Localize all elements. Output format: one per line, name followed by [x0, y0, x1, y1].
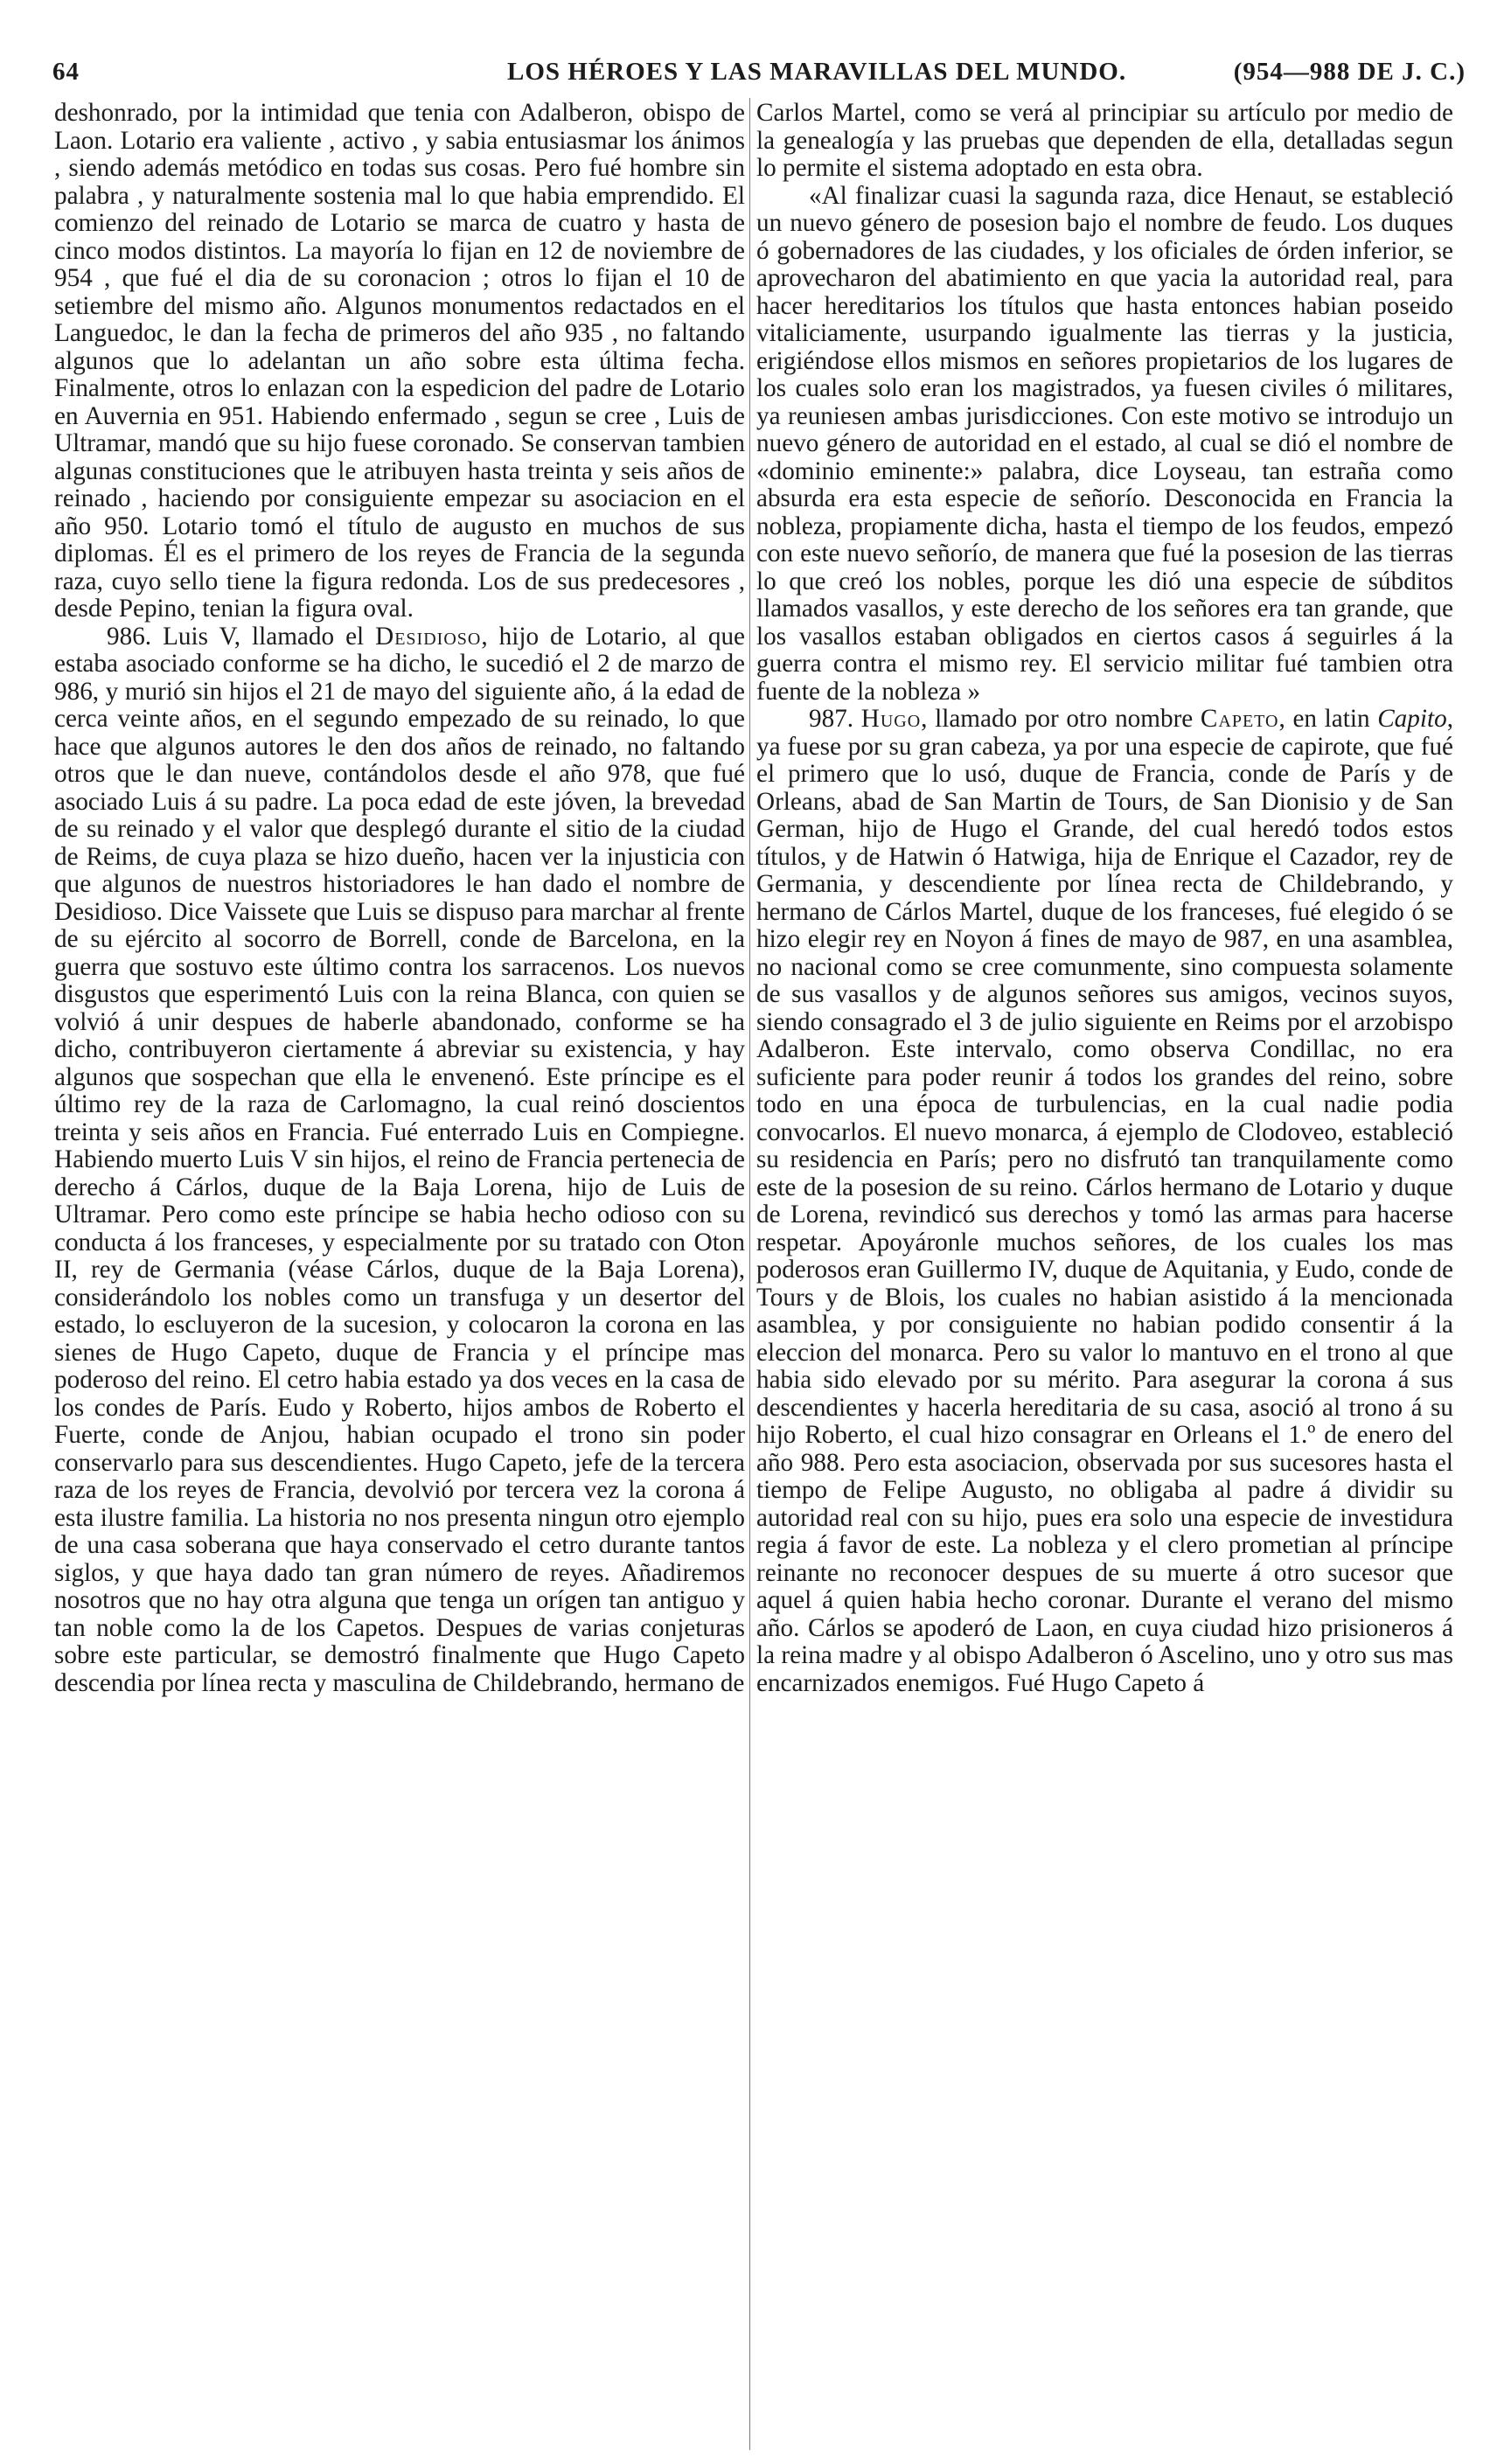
- entry-number-986: 986.: [107, 622, 152, 651]
- entry-lead: , llamado por otro nombre: [921, 705, 1201, 733]
- right-paragraph-quote: «Al finalizar cuasi la sagunda raza, dice Henaut, se estableció un nuevo género de posesion bajo el nombre de feudo. Los duques ó gobernadores de las ciudades, y los oficiales de órden inferior, se aprovecharon del abatimiento en que yacia la autoridad real, para hacer hereditarios los títulos que hasta entonces habian poseido vitaliciamente, usurpando igualmente las tierras y la justicia, erigiéndose ellos mismos en señores propietarios de los lugares de los cuales solo eran los magistrados, ya fuesen civiles ó militares, ya reuniesen ambas jurisdicciones. Con este motivo se introdujo un nuevo género de autoridad en el estado, al cual se dió el nombre de «dominio eminente:» palabra, dice Loyseau, tan estraña como absurda era esta especie de señorío. Desconocida en Francia la nobleza, propiamente dicha, hasta el tiempo de los feudos, empezó con este nuevo señorío, de manera que fué la posesion de las tierras lo que creó los nobles, porque les dió una especie de súbditos llamados vasallos, y este derecho de los señores era tan grande, que los vasallos estaban obligados en ciertos casos á seguirles á la guerra contra el mismo rey. El servicio militar fué tambien otra fuente de la nobleza »: [756, 181, 1453, 706]
- left-column: [54, 100, 745, 1697]
- entry-lead: Luis V, llamado el: [163, 622, 376, 651]
- entry-body: , ya fuese por su gran cabeza, ya por una especie de capirote, que fué el primero que lo usó, duque de Francia, conde de París y de Orleans, abad de San Martin de Tours, de San Dionisio y de San German, hijo de Hugo el Grande, del cual heredó todos estos títulos, y de Hatwin ó Hatwiga, hija de Enrique el Cazador, rey de Germania, y descendiente por línea recta de Childebrando, y hermano de Cárlos Martel, duque de los franceses, fué elegido ó se hizo elegir rey en Noyon á fines de mayo de 987, en una asamblea, no nacional como se cree comunmente, sino compuesta solamente de sus vasallos y de algunos señores sus amigos, vecinos suyos, siendo consagrado el 3 de julio siguiente en Reims por el arzobispo Adalberon. Este intervalo, como observa Condillac, no era suficiente para poder reunir á todos los grandes del reino, sobre todo en una época de turbulencias, en la cual nadie podia convocarlos. El nuevo monarca, á ejemplo de Clodoveo, estableció su residencia en París; pero no disfrutó tan tranquilamente como este de la posesion de su reino. Cárlos hermano de Lotario y duque de Lorena, revindicó sus derechos y tomó las armas para hacerse respetar. Apoyáronle muchos señores, de los cuales los mas poderosos eran Guillermo IV, duque de Aquitania, y Eudo, conde de Tours y de Blois, los cuales no habian asistido á la mencionada asamblea, y por consiguiente no habian podido consentir á la eleccion del monarca. Pero su valor lo mantuvo en el trono al que habia sido elevado por su mérito. Para asegurar la corona á sus descendientes y hacerla hereditaria de su casa, asoció al trono á su hijo Roberto, el cual hizo consagrar en Orleans el 1.º de enero del año 988. Pero esta asociacion, observada por sus sucesores hasta el tiempo de Felipe Augusto, no obligaba al padre á dividir su autoridad real con su hijo, pues era solo una especie de investidura regia á favor de este. La nobleza y el clero prometian al príncipe reinante no reconocer despues de su muerte á otro sucesor que aquel á quien habia hecho coronar. Durante el verano del mismo año. Cárlos se apoderó de Laon, en cuya ciudad hizo prisioneros á la reina madre y al obispo Adalberon ó Ascelino, uno y otro sus mas encarnizados enemigos. Fué Hugo Capeto á: [756, 705, 1453, 1697]
- entry-number-987: 987.: [809, 705, 854, 733]
- running-header: [52, 54, 1466, 89]
- entry-name: Hugo: [860, 705, 922, 733]
- date-range: (954—988 DE J. C.): [1233, 58, 1466, 86]
- page-number: 64: [52, 58, 80, 86]
- entry-mid: , en latin: [1278, 705, 1378, 733]
- column-divider: [749, 98, 750, 2450]
- left-paragraph-1: deshonrado, por la intimidad que tenia con Adalberon, obispo de Laon. Lotario era valiente , activo , y sabia entusiasmar los ánimos , siendo además metódico en todas sus cosas. Pero fué hombre sin palabra , y naturalmente sostenia mal lo que habia emprendido. El comienzo del reinado de Lotario se marca de cuatro y hasta de cinco modos distintos. La mayoría lo fijan en 12 de noviembre de 954 , que fué el dia de su coronacion ; otros lo fijan el 10 de setiembre del mismo año. Algunos monumentos redactados en el Languedoc, le dan la fecha de primeros del año 935 , no faltando algunos que lo adelantan un año sobre esta última fecha. Finalmente, otros lo enlazan con la espedicion del padre de Lotario en Auvernia en 951. Habiendo enfermado , segun se cree , Luis de Ultramar, mandó que su hijo fuese coronado. Se conservan tambien algunas constituciones que le atribuyen hasta treinta y seis años de reinado , haciendo por consiguiente empezar su asociacion en el año 950. Lotario tomó el título de augusto en muchos de sus diplomas. Él es el primero de los reyes de Francia de la segunda raza, cuyo sello tiene la figura redonda. Los de sus predecesores , desde Pepino, tenian la figura oval.: [54, 99, 745, 623]
- entry-body: , hijo de Lotario, al que estaba asociado conforme se ha dicho, le sucedió el 2 de marzo de 986, y murió sin hijos el 21 de mayo del siguiente año, á la edad de cerca veinte años, en el segundo empezado de su reinado, lo que hace que algunos autores le den dos años de reinado, no faltando otros que le dan nueve, contándolos desde el año 978, que fué asociado Luis á su padre. La poca edad de este jóven, la brevedad de su reinado y el valor que desplegó durante el sitio de la ciudad de Reims, de cuya plaza se hizo dueño, hacen ver la injusticia con que algunos de nuestros historiadores le han dado el nombre de Desidioso. Dice Vaissete que Luis se dispuso para marchar al frente de su ejército al socorro de Borrell, conde de Barcelona, en la guerra que sostuvo este último contra los sarracenos. Los nuevos disgustos que esperimentó Luis con la reina Blanca, con quien se volvió á unir despues de haberle abandonado, conforme se ha dicho, contribuyeron ciertamente á abreviar su existencia, y hay algunos que sospechan que ella le envenenó. Este príncipe es el último rey de la raza de Carlomagno, la cual reinó doscientos treinta y seis años en Francia. Fué enterrado Luis en Compiegne. Habiendo muerto Luis V sin hijos, el reino de Francia pertenecia de derecho á Cárlos, duque de la Baja Lorena, hijo de Luis de Ultramar. Pero como este príncipe se habia hecho odioso con su conducta á los franceses, y especialmente por su tratado con Oton II, rey de Germania (véase Cárlos, duque de la Baja Lorena), considerándolo los nobles como un transfuga y un desertor del estado, lo escluyeron de la sucesion, y colocaron la corona en las sienes de Hugo Capeto, duque de Francia y el príncipe mas poderoso del reino. El cetro habia estado ya dos veces en la casa de los condes de París. Eudo y Roberto, hijos ambos de Roberto el Fuerte, conde de Anjou, habian ocupado el trono sin poder conservarlo para sus descendientes. Hugo Capeto, jefe de la tercera raza de los reyes de Francia, devolvió por tercera vez la corona á esta ilustre familia. La historia no nos presenta ningun otro ejemplo de una casa soberana que haya conservado el cetro durante tantos siglos, y que haya dado tan gran número de reyes. Añadiremos nosotros que no hay otra alguna que tenga un orígen tan antiguo y tan noble como la de los Capetos. Despues de varias conjeturas sobre este particular, se demostró finalmente que Hugo Capeto descendia por línea recta y masculina de Childebrando, hermano de: [54, 622, 746, 1697]
- right-paragraph-987: [756, 706, 1453, 1697]
- entry-epithet: Desidioso: [375, 622, 482, 651]
- right-paragraph-1: Carlos Martel, como se verá al principiar su artículo por medio de la genealogía y las pruebas que dependen de ella, detalladas segun lo permite el sistema adoptado en esta obra.: [756, 99, 1453, 182]
- entry-surname: Capeto: [1200, 705, 1279, 733]
- left-paragraph-986: [54, 623, 745, 1698]
- page-title: LOS HÉROES Y LAS MARAVILLAS DEL MUNDO.: [507, 58, 1127, 86]
- entry-latin: Capito: [1377, 705, 1447, 733]
- right-column: [756, 100, 1453, 1697]
